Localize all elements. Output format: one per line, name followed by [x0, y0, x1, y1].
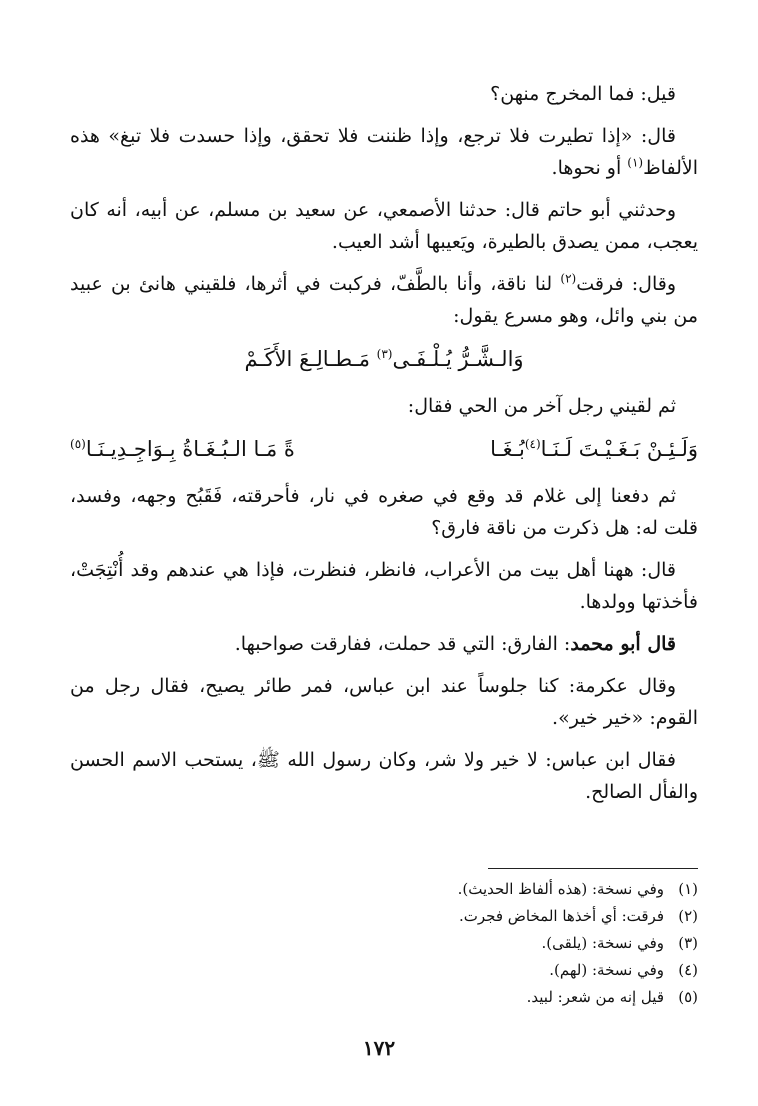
- footnote-ref-3: (٣): [376, 347, 393, 361]
- verse-2-second-hemistich: [70, 432, 295, 466]
- paragraph-8-text: : الفارق: التي قد حملت، ففارقت صواحبها.: [234, 633, 571, 655]
- paragraph-7: قال: ههنا أهل بيت من الأعراب، فانظر، فنظرت، فإذا هي عندهم وقد أُنْتِجَتْ، فأخذتها وولدها.: [70, 559, 698, 613]
- page-number: ١٧٢: [362, 1036, 396, 1060]
- verse-1-text-b: مَـطـالِـعَ الأَكَـمْ: [244, 347, 377, 371]
- paragraph-10: فقال ابن عباس: لا خير ولا شر، وكان رسول الله ﷺ، يستحب الاسم الحسن والفأل الصالح.: [70, 749, 698, 803]
- verse-2-first-text-a: وَلَـئِـنْ بَـغَـيْـتَ لَـنَـا: [540, 437, 698, 461]
- verse-2-first-text-b: بُـغَـا: [490, 437, 525, 461]
- verse-1: [70, 342, 698, 376]
- footnote-ref-5: (٥): [70, 437, 86, 451]
- verse-2-second-text: ةً مَـا الـبُـغَـاةُ بِـوَاجِـدِيـنَـا: [85, 437, 295, 461]
- footnote-2-number: (٢): [678, 907, 698, 925]
- footnote-3: [70, 930, 698, 957]
- footnote-2-text: فرقت: أي أخذها المخاض فجرت.: [459, 907, 664, 925]
- verse-2: [70, 432, 698, 466]
- footnote-5-text: قيل إنه من شعر: لبيد.: [526, 988, 664, 1006]
- footnote-3-text: وفي نسخة: (يلقى).: [541, 934, 664, 952]
- footnote-4-text: وفي نسخة: (لهم).: [549, 961, 664, 979]
- paragraph-1: قيل: فما المخرج منهن؟: [490, 83, 676, 105]
- paragraph-4: [70, 268, 698, 332]
- footnote-2: [70, 903, 698, 930]
- footnotes: [70, 876, 698, 1011]
- footnote-3-number: (٣): [678, 934, 698, 952]
- footnote-ref-1: (١): [627, 155, 644, 170]
- paragraph-5: ثم لقيني رجل آخر من الحي فقال:: [407, 395, 676, 417]
- paragraph-2: [70, 120, 698, 184]
- paragraph-3: وحدثني أبو حاتم قال: حدثنا الأصمعي، عن سعيد بن مسلم، عن أبيه، أنه كان يعجب، ممن يصدق بالطيرة، ويَعيبها أشد العيب.: [70, 199, 698, 253]
- footnote-1-text: وفي نسخة: (هذه ألفاظ الحديث).: [457, 880, 664, 898]
- footnote-ref-4: (٤): [524, 437, 541, 451]
- paragraph-8-speaker: قال أبو محمد: [570, 633, 676, 655]
- paragraph-4-text-b: لنا ناقة، وأنا بالطَّفّ، فركبت في أثرها، فلقيني هانئ بن عبيد من بني وائل، وهو مسرع يقول:: [70, 273, 698, 327]
- paragraph-9: وقال عكرمة: كنا جلوساً عند ابن عباس، فمر طائر يصيح، فقال رجل من القوم: «خير خير».: [70, 675, 698, 729]
- footnote-4: [70, 957, 698, 984]
- footnote-5: [70, 984, 698, 1011]
- footnote-1: [70, 876, 698, 903]
- footnote-ref-2: (٢): [560, 271, 577, 286]
- paragraph-8: [70, 628, 698, 660]
- footnote-5-number: (٥): [678, 988, 698, 1006]
- footnote-4-number: (٤): [678, 961, 698, 979]
- verse-1-text-a: وَالـشَّـرُّ يُـلْـفَـى: [392, 347, 524, 371]
- footnote-separator: [488, 868, 698, 869]
- footnote-1-number: (١): [678, 880, 698, 898]
- paragraph-6: ثم دفعنا إلى غلام قد وقع في صغره في نار، فأحرقته، فَقَبُح وجهه، وفسد، قلت له: هل ذكرت من ناقة فارق؟: [70, 485, 698, 539]
- verse-2-first-hemistich: [490, 432, 698, 466]
- paragraph-2-text-a: قال: «إذا تطيرت فلا ترجع، وإذا ظننت فلا تحقق، وإذا حسدت فلا تبغ» هذه الألفاظ: [70, 125, 698, 179]
- paragraph-4-text-a: وقال: فرقت: [576, 273, 676, 295]
- paragraph-2-text-b: أو نحوها.: [551, 157, 628, 179]
